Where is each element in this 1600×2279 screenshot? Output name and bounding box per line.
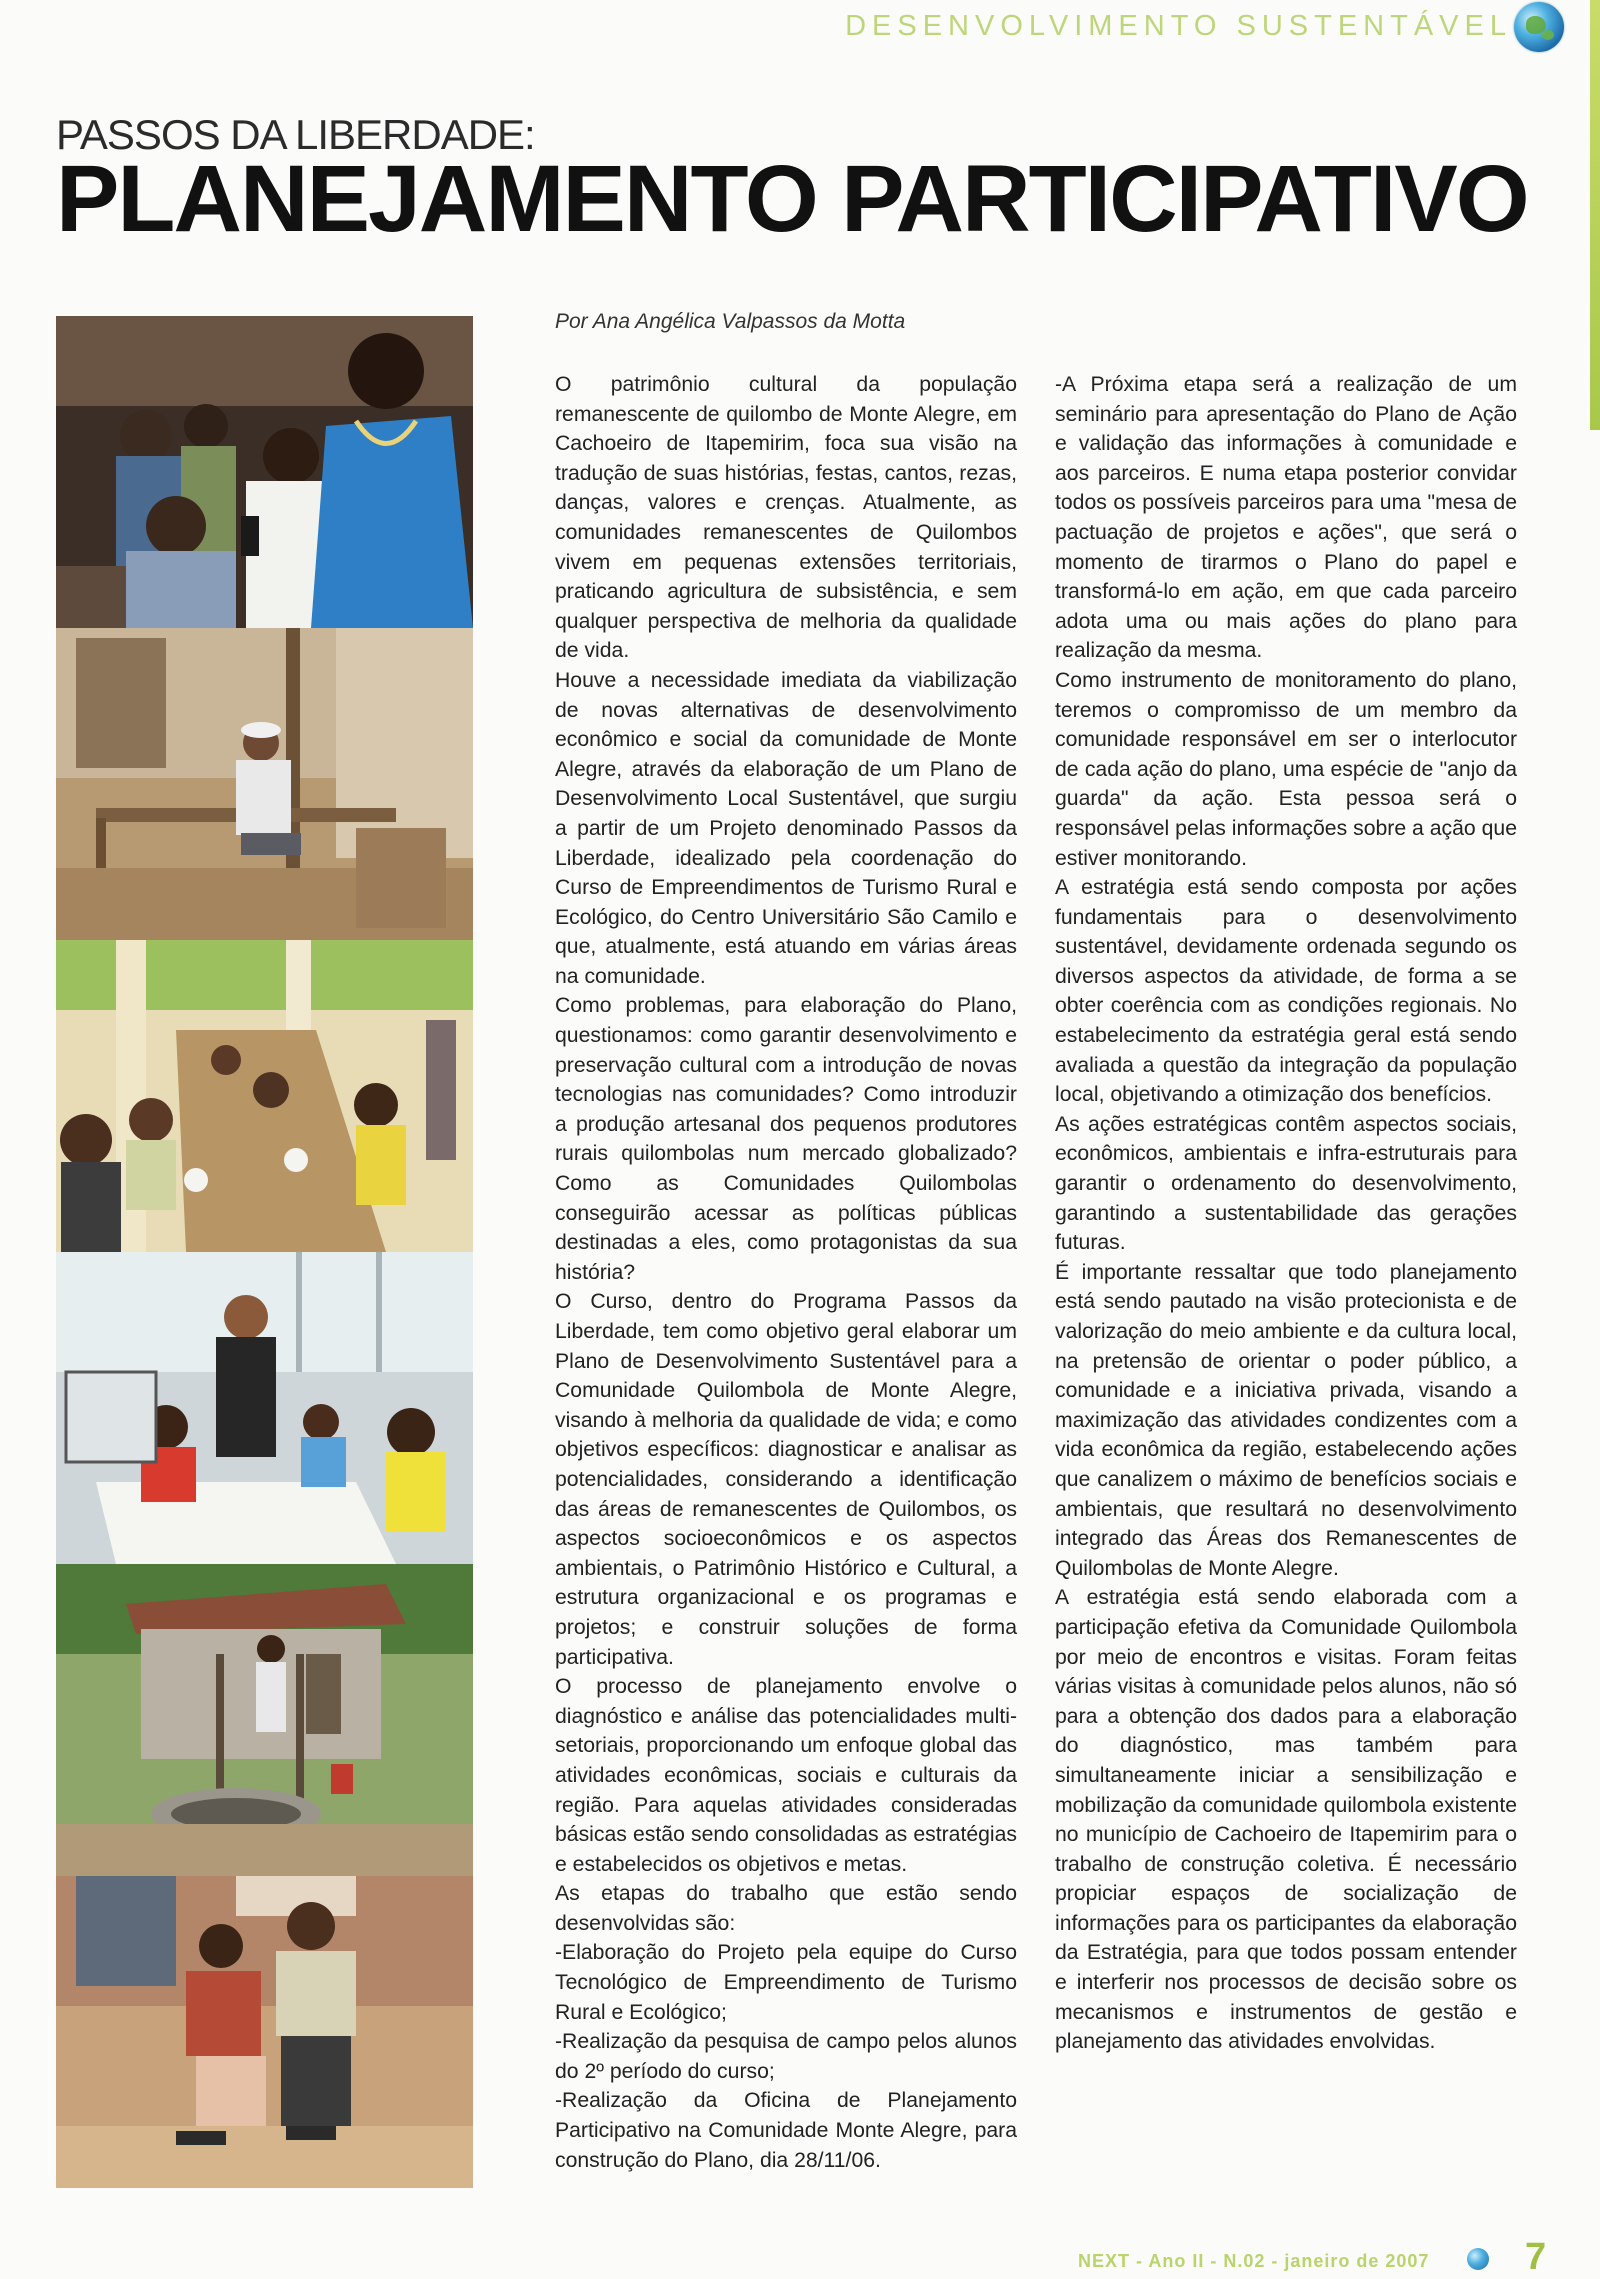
paragraph: Houve a necessidade imediata da viabilização de novas alternativas de desenvolvimento econômico e social da comunidade de Monte Alegre, através da elaboração de um Plano de Desenvolvimento Local Sustentável, que surgiu a partir de um Projeto denominado Passos da Liberdade, idealizado pela coordenação do Curso de Empreendimentos de Turismo Rural e Ecológico, do Centro Universitário São Camilo e que, atualmente, está atuando em várias áreas na comunidade. — [555, 668, 1017, 988]
list-item: -A Próxima etapa será a realização de um seminário para apresentação do Plano de Ação e validação das informações à comunidade e aos parceiros. E numa etapa posterior convidar todos os possíveis parceiros para uma "mesa de pactuação de projetos e ações", que será o momento de tirarmos o Plano do papel e transformá-lo em ação, em que cada parceiro adota uma ou mais ações do plano para realização da mesma. — [1055, 373, 1517, 663]
photo-house-well — [56, 1564, 473, 1876]
list-item: -Realização da pesquisa de campo pelos alunos do 2º período do curso; — [555, 2030, 1017, 2083]
photo-community-meeting — [56, 316, 473, 628]
photo-classroom — [56, 1252, 473, 1564]
section-header: DESENVOLVIMENTO SUSTENTÁVEL — [845, 10, 1512, 42]
paragraph: A estratégia está sendo composta por ações fundamentais para o desenvolvimento sustentável, devidamente ordenada segundo os diversos aspectos da atividade, de forma a se obter coerência com as condições regionais. No estabelecimento da estratégia geral está sendo avaliada a questão da integração da população local, objetivando a otimização dos benefícios. — [1055, 876, 1517, 1107]
globe-icon — [1467, 2248, 1489, 2270]
page-edge-accent — [1590, 0, 1600, 430]
photo-children-table — [56, 940, 473, 1252]
globe-icon — [1514, 2, 1564, 52]
photo-strip — [56, 316, 473, 2188]
paragraph: O processo de planejamento envolve o diagnóstico e análise das potencialidades multi-setoriais, proporcionando um enfoque global das atividades econômicas, sociais e culturais da região. Para aquelas atividades consideradas básicas estão sendo consolidadas as estratégias e estabelecidos os objetivos e metas. — [555, 1675, 1017, 1876]
list-item: -Elaboração do Projeto pela equipe do Curso Tecnológico de Empreendimento de Turismo Rural e Ecológico; — [555, 1941, 1017, 2024]
article-kicker: PASSOS DA LIBERDADE: — [56, 111, 535, 158]
list-item: -Realização da Oficina de Planejamento Participativo na Comunidade Monte Alegre, para construção do Plano, dia 28/11/06. — [555, 2089, 1017, 2172]
paragraph: Como problemas, para elaboração do Plano, questionamos: como garantir desenvolvimento e preservação cultural com a introdução de novas tecnologias nas comunidades? Como introduzir a produção artesanal dos pequenos produtores rurais quilombolas num mercado globalizado? Como as Comunidades Quilombolas conseguirão acessar as políticas públicas destinadas a eles, como protagonistas da sua história? — [555, 994, 1017, 1284]
paragraph: O Curso, dentro do Programa Passos da Liberdade, tem como objetivo geral elaborar um Plano de Desenvolvimento Sustentável para a Comunidade Quilombola de Monte Alegre, visando à melhoria da qualidade de vida; e como objetivos específicos: diagnosticar e analisar as potencialidades, considerando a identificação das áreas de remanescentes de Quilombos, os aspectos socioeconômicos e os aspectos ambientais, o Patrimônio Histórico e Cultural, a estrutura organizacional e os programas e projetos; e construir soluções de forma participativa. — [555, 1290, 1017, 1669]
paragraph: Como instrumento de monitoramento do plano, teremos o compromisso de um membro da comunidade responsável em ser o interlocutor de cada ação do plano, uma espécie de "anjo da guarda" da ação. Esta pessoa será o responsável pelas informações sobre a ação que estiver monitorando. — [1055, 668, 1517, 870]
paragraph: O patrimônio cultural da população remanescente de quilombo de Monte Alegre, em Cachoeiro de Itapemirim, foca sua visão na tradução de suas histórias, festas, cantos, rezas, danças, valores e crenças. Atualmente, as comunidades remanescentes de Quilombos vivem em pequenas extensões territoriais, praticando agricultura de subsistência, e sem qualquer perspectiva de melhoria da qualidade de vida. — [555, 373, 1017, 663]
photo-rural-workshop — [56, 628, 473, 940]
footer-issue: NEXT - Ano II - N.02 - janeiro de 2007 — [1078, 2251, 1430, 2271]
page-number: 7 — [1525, 2236, 1547, 2278]
paragraph: A estratégia está sendo elaborada com a participação efetiva da Comunidade Quilombola por meio de encontros e visitas. Foram feitas várias visitas à comunidade pelos alunos, não só para a obtenção dos dados para a elaboração do diagnóstico, mas também para simultaneamente iniciar a sensibilização e mobilização da comunidade quilombola existente no município de Cachoeiro de Itapemirim para o trabalho de construção coletiva. É necessário propiciar espaços de socialização de informações para os participantes da elaboração da Estratégia, para que todos possam entender e interferir nos processos de decisão sobre os mecanismos e instrumentos de gestão e planejamento das atividades envolvidas. — [1055, 1586, 1517, 2054]
photo-elders-portrait — [56, 1876, 473, 2188]
article-column-1 — [555, 370, 1017, 2175]
paragraph: É importante ressaltar que todo planejamento está sendo pautado na visão protecionista e de valorização do meio ambiente e da cultura local, na pretensão de orientar o poder público, a comunidade e a iniciativa privada, visando a maximização das atividades condizentes com a vida econômica da região, estabelecendo ações que canalizem o máximo de benefícios sociais e ambientais, que resultará no desenvolvimento integrado das Áreas dos Remanescentes de Quilombolas de Monte Alegre. — [1055, 1260, 1517, 1580]
article-title: PLANEJAMENTO PARTICIPATIVO — [56, 146, 1528, 252]
article-column-2 — [1055, 370, 1517, 2057]
paragraph: As ações estratégicas contêm aspectos sociais, econômicos, ambientais e infra-estruturais para garantir o ordenamento do desenvolvimento, garantindo a sustentabilidade das gerações futuras. — [1055, 1112, 1517, 1255]
paragraph: As etapas do trabalho que estão sendo desenvolvidas são: — [555, 1882, 1017, 1935]
article-byline: Por Ana Angélica Valpassos da Motta — [555, 310, 906, 333]
